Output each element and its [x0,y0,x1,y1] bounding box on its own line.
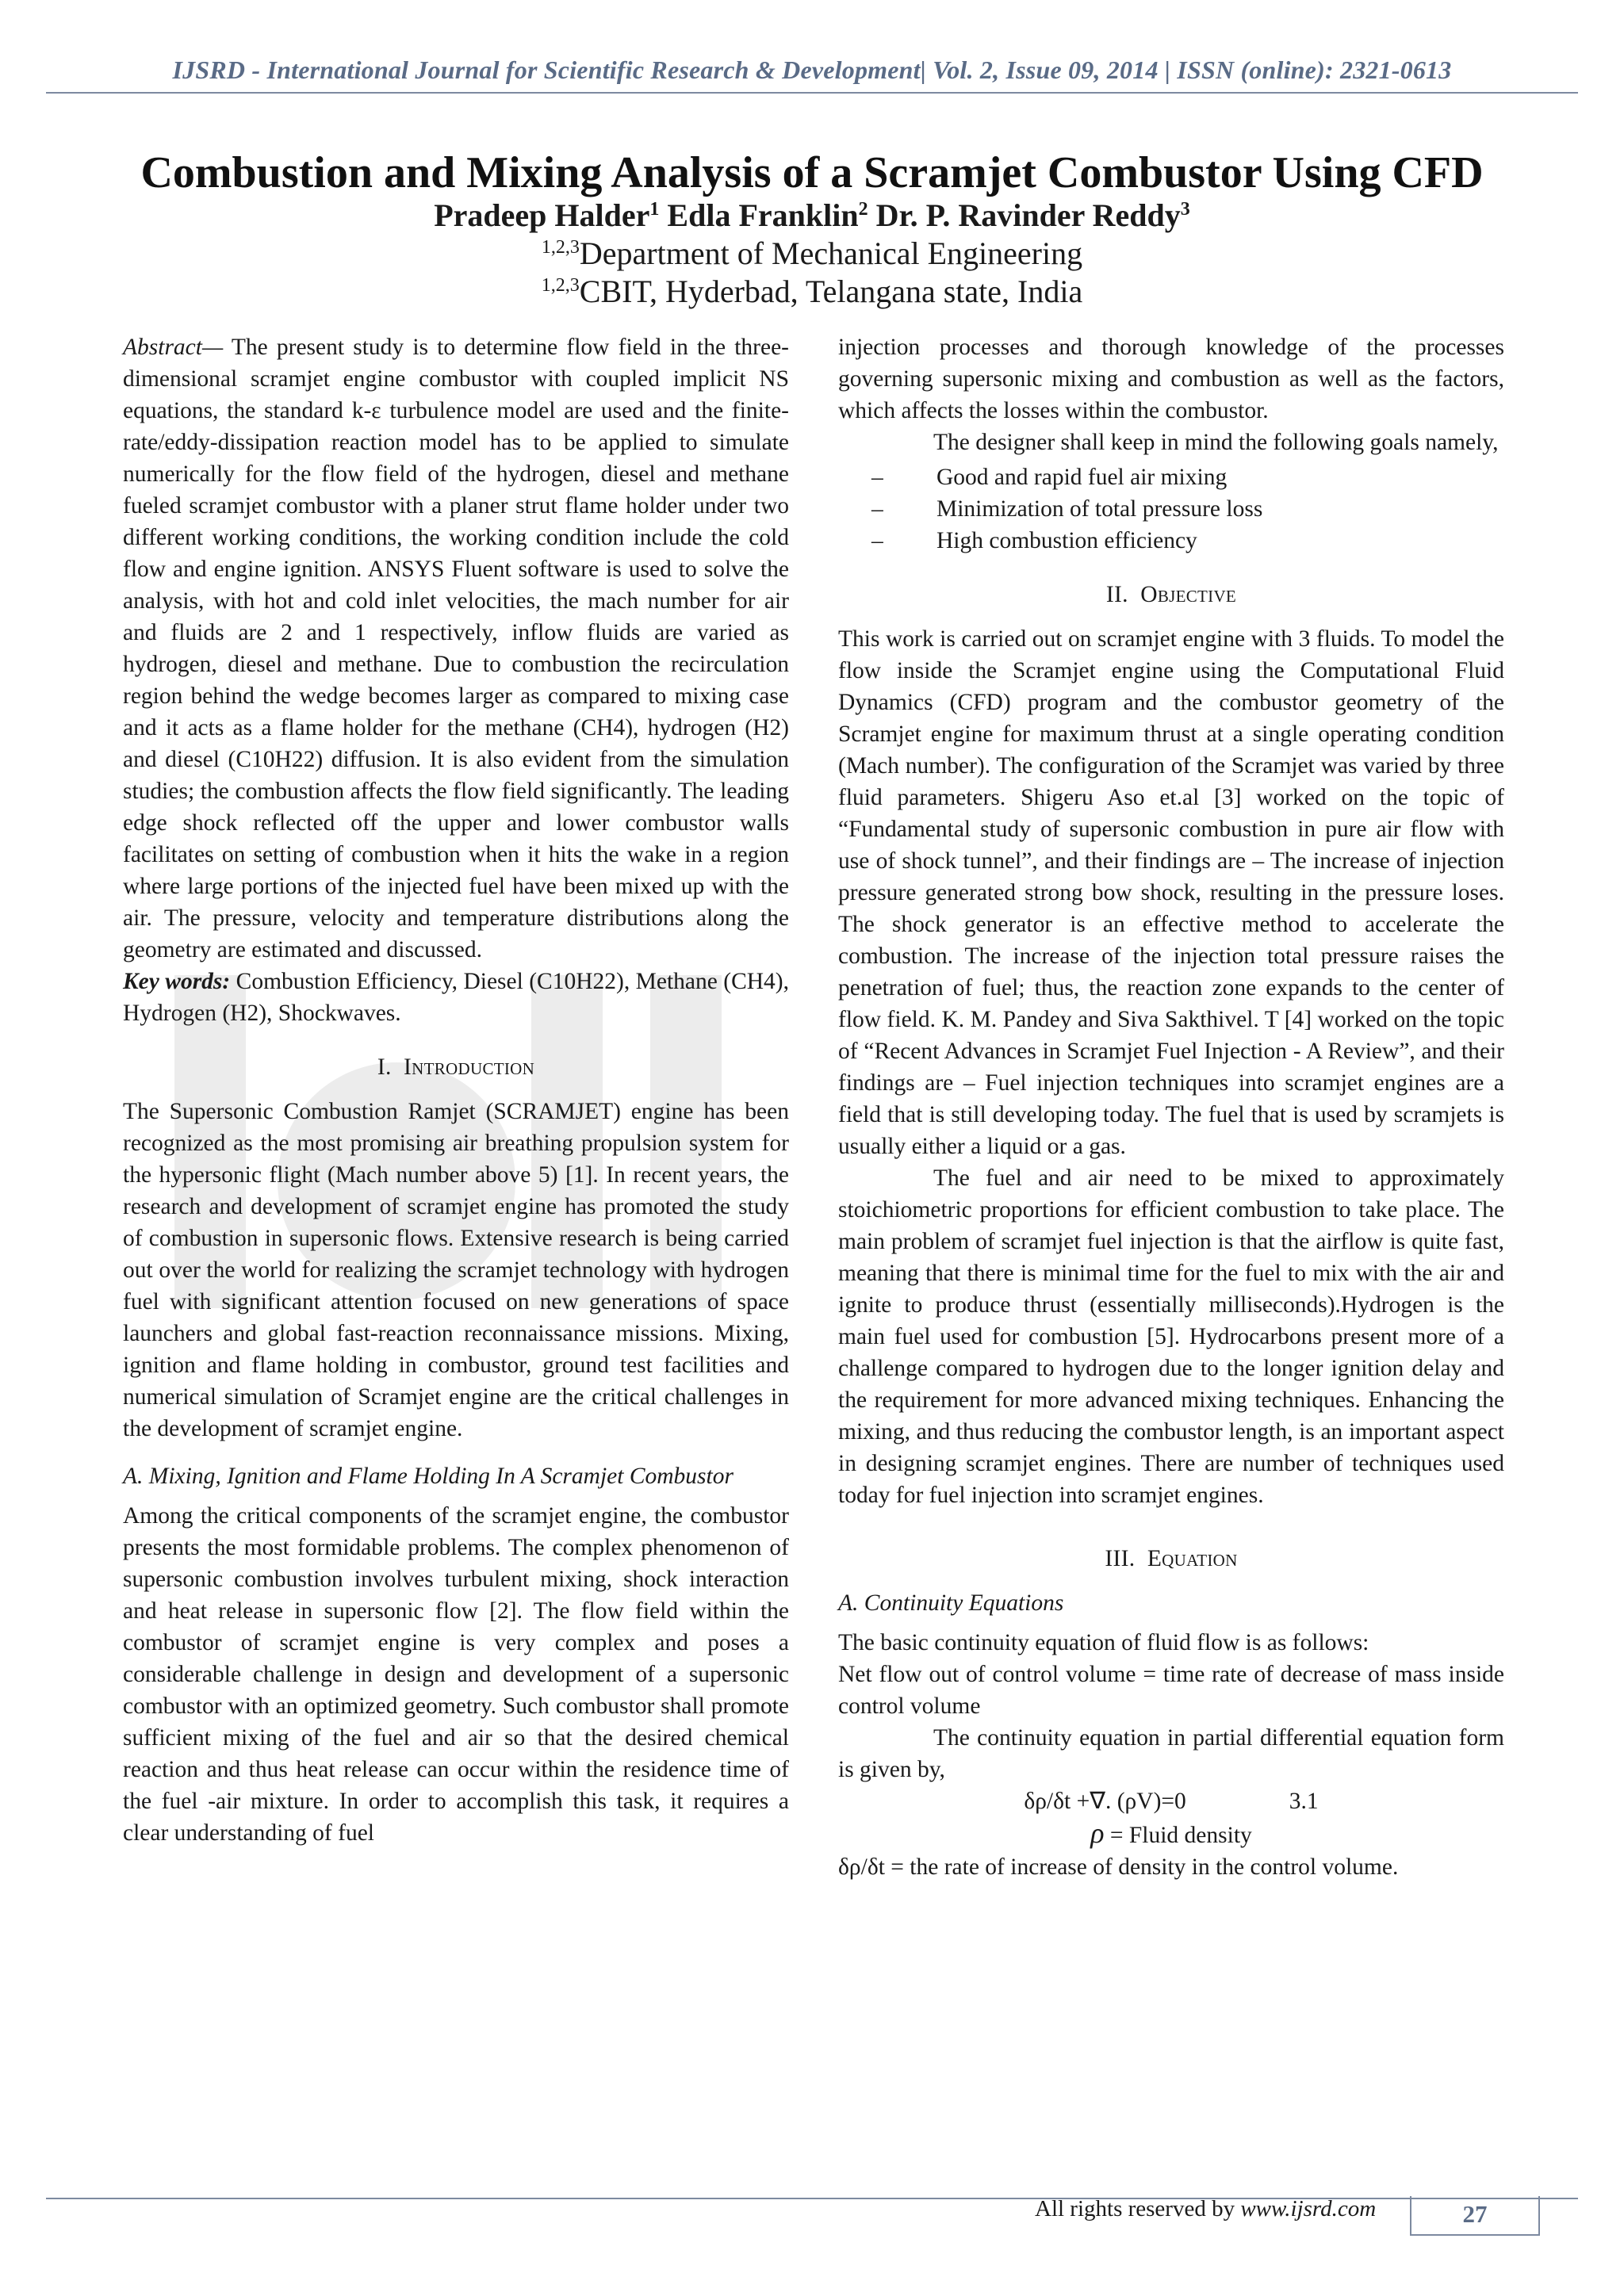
section-heading-introduction [123,1051,789,1083]
equation-text: δρ/δt +∇. (ρV)=0 [1024,1789,1186,1814]
author-line [0,197,1624,234]
density-rate-definition: δρ/δt = the rate of increase of density in the control volume. [838,1854,1399,1880]
list-item: – Minimization of total pressure loss [871,493,1504,525]
section-title: Equation [1147,1546,1238,1571]
subsection-heading-mixing: A. Mixing, Ignition and Flame Holding In A Scramjet Combustor [123,1464,733,1489]
objective-paragraph: This work is carried out on scramjet engine with 3 fluids. To model the flow inside the Scramjet engine using the Computational Fluid Dynamics (CFD) program and the combustor geometry of the Scramjet engine for maximum thrust at a single operating condition (Mach number). The configuration of the Scramjet was varied by three fluid parameters. Shigeru Aso et.al [3] worked on the topic of “Fundamental study of supersonic combustion in pure air flow with use of shock tunnel”, and their findings are – The increase of injection pressure generated strong bow shock, resulting in the pressure loses. The shock generator is an effective method to accelerate the combustion. The increase of the injection total pressure raises the penetration of fuel; thus, the reaction zone expands to the center of flow field. K. M. Pandey and Siva Sakthivel. T [4] worked on the topic of “Recent Advances in Scramjet Fuel Injection - A Review”, and their findings are – Fuel injection techniques into scramjet engines are a field that is still developing today. The fuel that is used by scramjets is usually either a liquid or a gas. [838,626,1504,1159]
right-column [838,331,1504,1883]
author-sup: 2 [858,199,868,220]
rho-definition: ρ = Fluid density [1090,1817,1252,1849]
author-sup: 3 [1180,199,1190,220]
designer-goals-paragraph: The designer shall keep in mind the following goals namely, [933,430,1499,455]
keywords-text: Combustion Efficiency, Diesel (C10H22), Methane (CH4), Hydrogen (H2), Shockwaves. [123,969,789,1026]
list-item: – High combustion efficiency [871,525,1504,557]
journal-header: IJSRD - International Journal for Scientific Research & Development| Vol. 2, Issue 09, 2014 | ISSN (online): 2321-0613 [172,55,1452,84]
keywords-label: Key words: [123,969,231,994]
equation-3-1 [838,1785,1504,1817]
section-title: Objective [1140,582,1237,607]
list-item: – Good and rapid fuel air mixing [871,461,1504,493]
equation-number: 3.1 [1289,1789,1319,1814]
fuel-air-paragraph: The fuel and air need to be mixed to approximately stoichiometric proportions for efficient combustion to take place. The main problem of scramjet fuel injection is that the airflow is quite fast, meaning that there is minimal time for the fuel to mix with the air and ignite to produce thrust (essentially milliseconds).Hydrogen is the main fuel used for combustion [5]. Hydrocarbons present more of a challenge compared to hydrogen due to the longer ignition delay and the requirement for more advanced mixing techniques. Enhancing the mixing, and thus reducing the combustor length, is an important aspect in designing scramjet engines. There are number of techniques used today for fuel injection into scramjet engines. [838,1165,1504,1508]
page-number: 27 [1410,2196,1540,2236]
subsection-heading-continuity: A. Continuity Equations [838,1590,1064,1616]
header-rule [46,92,1578,94]
section-num: III. [1105,1546,1136,1571]
footer-site-link[interactable]: www.ijsrd.com [1240,2196,1377,2221]
section-num: I. [377,1054,392,1080]
continuity-statement: Net flow out of control volume = time rate of decrease of mass inside control volume [838,1662,1504,1719]
left-column [123,331,789,1849]
affiliation-sup: 1,2,3 [541,237,580,258]
dash-bullet: – [871,496,883,522]
dash-bullet: – [871,465,883,490]
section-heading-objective [838,579,1504,610]
author-name: Dr. P. Ravinder Reddy [875,197,1181,233]
author-name: Edla Franklin [667,197,859,233]
keywords [123,966,789,1029]
abstract [123,331,789,966]
affiliation-text: CBIT, Hyderbad, Telangana state, India [579,274,1083,309]
affiliation-department [0,235,1624,272]
section-title: Introduction [404,1054,535,1080]
dash-bullet: – [871,528,883,553]
author-sup: 1 [649,199,660,220]
footer-rights: All rights reserved by www.ijsrd.com [1035,2196,1377,2221]
mixing-paragraph: Among the critical components of the scramjet engine, the combustor presents the most formidable problems. The complex phenomenon of supersonic combustion involves turbulent mixing, shock interaction and heat release in supersonic flow [2]. The flow field within the combustor of scramjet engine is very complex and poses a considerable challenge in design and development of a supersonic combustor with an optimized geometry. Such combustor shall promote sufficient mixing of the fuel and air so that the desired chemical reaction and thus heat release can occur within the residence time of the fuel -air mixture. In order to accomplish this task, it requires a clear understanding of fuel [123,1503,789,1846]
mixing-paragraph-continued: injection processes and thorough knowledge of the processes governing supersonic mixing and combustion as well as the factors, which affects the losses within the combustor. [838,335,1504,423]
intro-paragraph: The Supersonic Combustion Ramjet (SCRAMJET) engine has been recognized as the most promising air breathing propulsion system for the hypersonic flight (Mach number above 5) [1]. In recent years, the research and development of scramjet engine has promoted the study of combustion in supersonic flows. Extensive research is being carried out over the world for realizing the scramjet technology with hydrogen fuel with significant attention focused on new generations of space launchers and global fast-reaction reconnaissance missions. Mixing, ignition and flame holding in combustor, ground test facilities and numerical simulation of Scramjet engine are the critical challenges in the development of scramjet engine. [123,1099,789,1441]
continuity-pde-intro: The continuity equation in partial differential equation form is given by, [838,1725,1504,1782]
affiliation-sup: 1,2,3 [541,275,580,296]
goals-list [838,461,1504,557]
abstract-text: The present study is to determine flow field in the three-dimensional scramjet engine combustor with coupled implicit NS equations, the standard k-ε turbulence model are used and the finite-rate/eddy-dissipation reaction model has to be applied to simulate numerically for the flow field of the hydrogen, diesel and methane fueled scramjet combustor with a planer strut flame holder under two different working conditions, the working condition include the cold flow and engine ignition. ANSYS Fluent software is used to solve the analysis, with hot and cold inlet velocities, the mach number for air and fluids are 2 and 1 respectively, inflow fluids are varied as hydrogen, diesel and methane. Due to combustion the recirculation region behind the wedge becomes larger as compared to mixing case and it acts as a flame holder for the methane (CH4), hydrogen (H2) and diesel (C10H22) diffusion. It is also evident from the simulation studies; the combustion affects the flow field significantly. The leading edge shock reflected off the upper and lower combustor walls facilitates on setting of combustion when it hits the wake in a region where large portions of the injected fuel have been mixed up with the air. The pressure, velocity and temperature distributions along the geometry are estimated and discussed. [123,335,789,962]
section-num: II. [1105,582,1128,607]
author-name: Pradeep Halder [434,197,650,233]
affiliation-text: Department of Mechanical Engineering [579,235,1083,271]
section-heading-equation [838,1543,1504,1575]
rho-symbol: ρ [1090,1817,1105,1849]
abstract-label: Abstract— [123,335,224,360]
continuity-intro: The basic continuity equation of fluid flow is as follows: [838,1630,1369,1655]
affiliation-institute [0,273,1624,310]
paper-title: Combustion and Mixing Analysis of a Scramjet Combustor Using CFD [140,148,1484,197]
